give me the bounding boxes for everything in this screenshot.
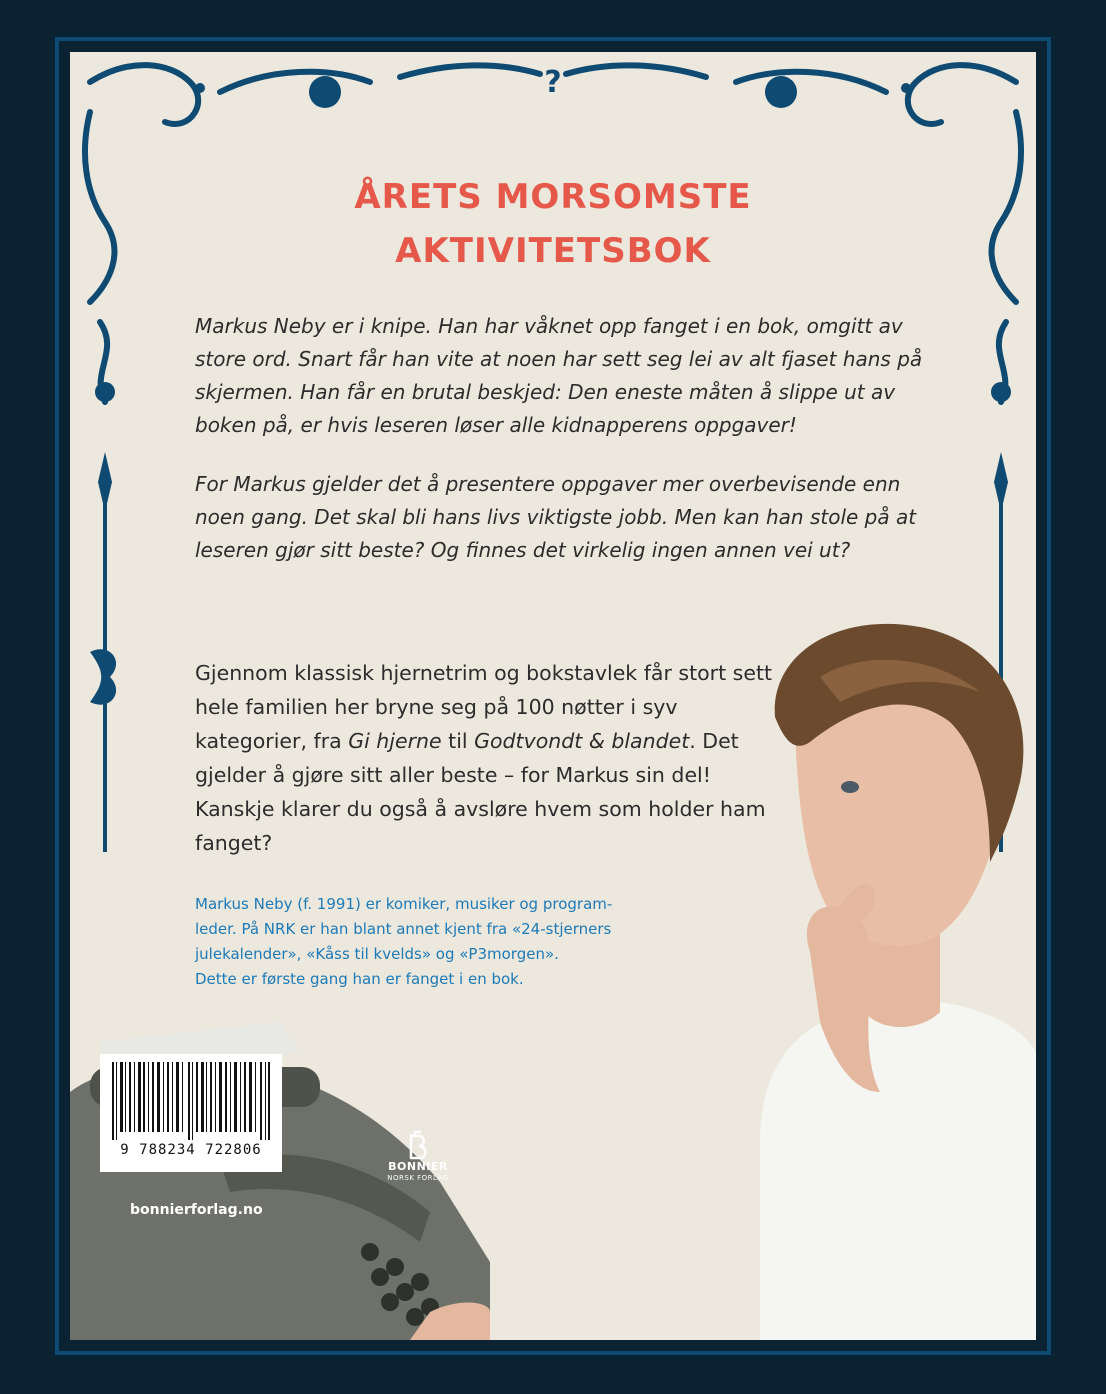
intro-paragraph-1: Markus Neby er i knipe. Han har våknet opp fanget i en bok, omgitt av store ord. Snart får han vite at noen har sett seg lei av alt fjaset hans på skjermen. Han får en brutal beskjed: Den eneste måten å slippe ut av boken på, er hvis leseren løser alle kidnapperens oppgaver!: [195, 314, 923, 437]
category-godtvondt: Godtvondt & blandet: [474, 729, 690, 753]
cover-panel: [70, 52, 1036, 1340]
publisher-name: BONNIER: [388, 1160, 448, 1173]
pitch-text-2: til: [441, 729, 475, 753]
svg-text:?: ?: [544, 65, 562, 100]
bio-line-3: julekalender», «Kåss til kvelds» og «P3morgen».: [195, 945, 559, 963]
pitch-text-1: Gjennom klassisk hjernetrim og bokstavlek får stort sett hele familien her bryne seg på 100 nøtter i syv kategorier, fra: [195, 661, 773, 753]
publisher-website[interactable]: bonnierforlag.no: [130, 1202, 263, 1218]
barcode: [100, 1054, 282, 1172]
bio-line-4: Dette er første gang han er fanget i en bok.: [195, 970, 524, 988]
author-bio: [195, 892, 755, 992]
bonnier-b-icon: [407, 1130, 429, 1160]
headline-line-2: AKTIVITETSBOK: [395, 231, 711, 271]
publisher-subtitle: NORSK FORLAG: [387, 1174, 449, 1182]
publisher-logo: [385, 1130, 451, 1183]
category-gi-hjerne: Gi hjerne: [348, 729, 442, 753]
bio-line-2: leder. På NRK er han blant annet kjent fra «24-stjerners: [195, 920, 612, 938]
bio-line-1: Markus Neby (f. 1991) er komiker, musiker og program-: [195, 895, 613, 913]
headline-line-1: ÅRETS MORSOMSTE: [354, 177, 752, 217]
author-photo: [690, 622, 1036, 1340]
intro-paragraph-2: For Markus gjelder det å presentere oppgaver mer overbevisende enn noen gang. Det skal bli hans livs viktigste jobb. Men kan han stole på at leseren gjør sitt beste? Og finnes det virkelig ingen annen vei ut?: [195, 472, 917, 562]
isbn-number: 9 788234 722806: [120, 1142, 262, 1158]
barcode-bars: [110, 1062, 272, 1140]
pitch-text-3: . Det gjelder å gjøre sitt aller beste – for Markus sin del! Kanskje klarer du også å avsløre hvem som holder ham fanget?: [195, 729, 766, 855]
headline: [70, 170, 1036, 278]
